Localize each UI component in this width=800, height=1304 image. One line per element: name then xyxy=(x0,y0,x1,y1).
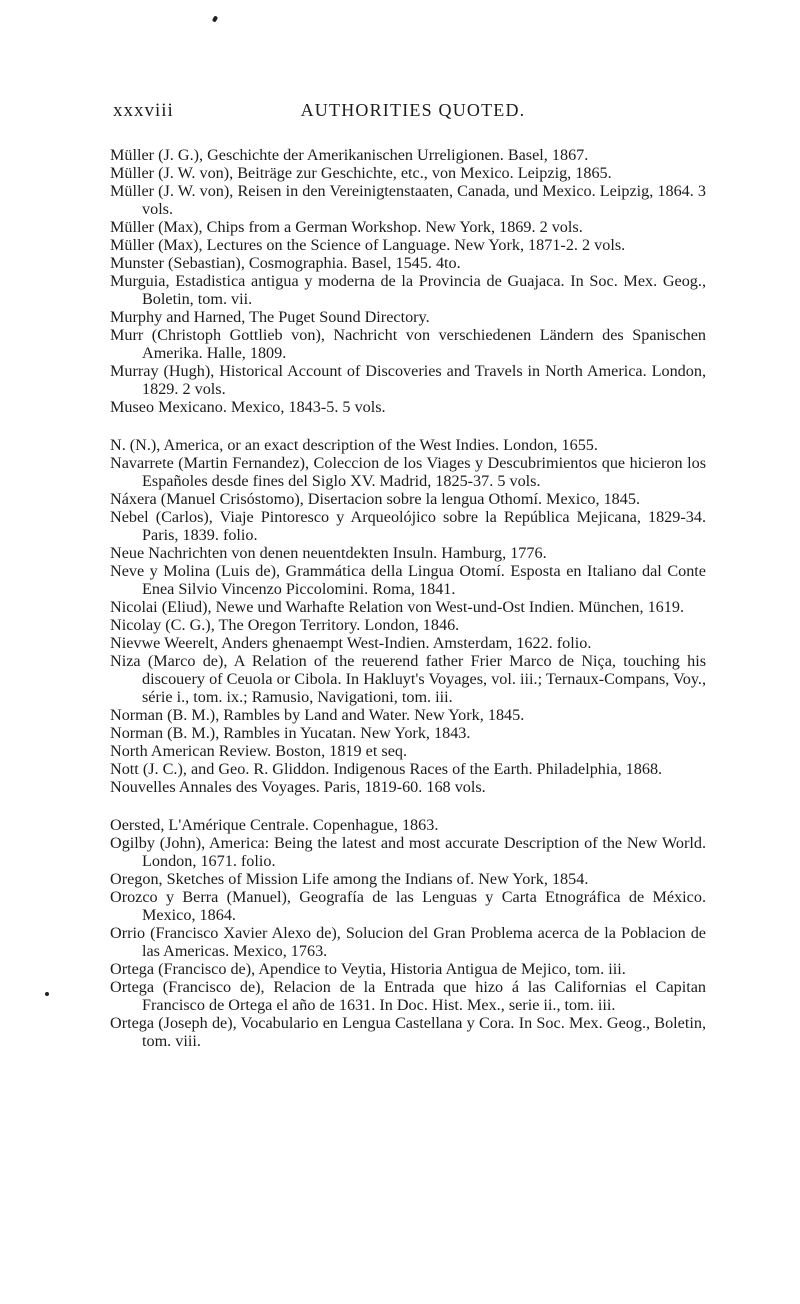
bibliography-entry: Müller (J. G.), Geschichte der Amerikanischen Urreligionen. Basel, 1867. xyxy=(110,146,589,164)
ink-speck xyxy=(212,15,218,22)
bibliography-entry: Norman (B. M.), Rambles in Yucatan. New York, 1843. xyxy=(110,724,471,742)
letter-section xyxy=(110,436,706,796)
bibliography-entry: Murguia, Estadistica antigua y moderna de la Provincia de Guajaca. In Soc. Mex. Geog., Boletin, tom. vii. xyxy=(110,272,706,308)
running-title: AUTHORITIES QUOTED. xyxy=(300,100,526,120)
bibliography-entry: Nicolay (C. G.), The Oregon Territory. London, 1846. xyxy=(110,616,460,634)
ink-speck xyxy=(45,992,49,996)
bibliography-entry: Neue Nachrichten von denen neuentdekten Insuln. Hamburg, 1776. xyxy=(110,544,547,562)
bibliography-entry: Müller (Max), Chips from a German Workshop. New York, 1869. 2 vols. xyxy=(110,218,583,236)
bibliography-entry: Müller (J. W. von), Beiträge zur Geschichte, etc., von Mexico. Leipzig, 1865. xyxy=(110,164,612,182)
bibliography-entry: Murray (Hugh), Historical Account of Discoveries and Travels in North America. London, 1829. 2 vols. xyxy=(110,362,706,398)
bibliography-entry: Orozco y Berra (Manuel), Geografía de las Lenguas y Carta Etnográfica de México. Mexico, 1864. xyxy=(110,888,706,924)
bibliography-entry: Ortega (Francisco de), Apendice to Veytia, Historia Antigua de Mejico, tom. iii. xyxy=(110,960,626,978)
bibliography-entry: Nouvelles Annales des Voyages. Paris, 1819-60. 168 vols. xyxy=(110,778,486,796)
bibliography-entry: Nott (J. C.), and Geo. R. Gliddon. Indigenous Races of the Earth. Philadelphia, 1868. xyxy=(110,760,663,778)
bibliography-entry: Ogilby (John), America: Being the latest and most accurate Description of the New World. London, 1671. folio. xyxy=(110,834,706,870)
bibliography-entry: Müller (J. W. von), Reisen in den Vereinigtenstaaten, Canada, und Mexico. Leipzig, 1864. 3 vols. xyxy=(110,182,706,218)
bibliography-entry: Oregon, Sketches of Mission Life among the Indians of. New York, 1854. xyxy=(110,870,589,888)
page-header xyxy=(113,100,713,130)
bibliography-entry: N. (N.), America, or an exact description of the West Indies. London, 1655. xyxy=(110,436,598,454)
bibliography-entry: Ortega (Joseph de), Vocabulario en Lengua Castellana y Cora. In Soc. Mex. Geog., Boletin, tom. viii. xyxy=(110,1014,706,1050)
bibliography-entry: Murr (Christoph Gottlieb von), Nachricht von verschiedenen Ländern des Spanischen Amerika. Halle, 1809. xyxy=(110,326,706,362)
bibliography-entry: Niza (Marco de), A Relation of the reuerend father Frier Marco de Niça, touching his discouery of Ceuola or Cibola. In Hakluyt's Voyages, vol. iii.; Ternaux-Compans, Voy., série i., tom. ix.; Ramusio, Navigationi, tom. iii. xyxy=(110,652,706,706)
bibliography-entry: Müller (Max), Lectures on the Science of Language. New York, 1871-2. 2 vols. xyxy=(110,236,626,254)
bibliography-entry: Neve y Molina (Luis de), Grammática della Lingua Otomí. Esposta en Italiano dal Conte Enea Silvio Vincenzo Piccolomini. Roma, 1841. xyxy=(110,562,706,598)
bibliography-entry: Norman (B. M.), Rambles by Land and Water. New York, 1845. xyxy=(110,706,525,724)
bibliography-entry: North American Review. Boston, 1819 et seq. xyxy=(110,742,408,760)
letter-section xyxy=(110,816,706,1050)
bibliography-entry: Náxera (Manuel Crisóstomo), Disertacion sobre la lengua Othomí. Mexico, 1845. xyxy=(110,490,641,508)
bibliography-entry: Nievwe Weerelt, Anders ghenaempt West-Indien. Amsterdam, 1622. folio. xyxy=(110,634,592,652)
bibliography-list xyxy=(110,146,706,1050)
bibliography-entry: Nebel (Carlos), Viaje Pintoresco y Arqueolójico sobre la República Mejicana, 1829-34. Paris, 1839. folio. xyxy=(110,508,706,544)
bibliography-entry: Orrio (Francisco Xavier Alexo de), Solucion del Gran Problema acerca de la Poblacion de las Americas. Mexico, 1763. xyxy=(110,924,706,960)
bibliography-entry: Nicolai (Eliud), Newe und Warhafte Relation von West-und-Ost Indien. München, 1619. xyxy=(110,598,685,616)
bibliography-entry: Museo Mexicano. Mexico, 1843-5. 5 vols. xyxy=(110,398,386,416)
letter-section xyxy=(110,146,706,416)
bibliography-entry: Munster (Sebastian), Cosmographia. Basel, 1545. 4to. xyxy=(110,254,461,272)
bibliography-entry: Oersted, L'Amérique Centrale. Copenhague, 1863. xyxy=(110,816,439,834)
page-number: xxxviii xyxy=(113,100,174,121)
bibliography-entry: Ortega (Francisco de), Relacion de la Entrada que hizo á las Californias el Capitan Francisco de Ortega el año de 1631. In Doc. Hist. Mex., serie ii., tom. iii. xyxy=(110,978,706,1014)
bibliography-entry: Navarrete (Martin Fernandez), Coleccion de los Viages y Descubrimientos que hicieron los Españoles desde fines del Siglo XV. Madrid, 1825-37. 5 vols. xyxy=(110,454,706,490)
bibliography-entry: Murphy and Harned, The Puget Sound Directory. xyxy=(110,308,430,326)
